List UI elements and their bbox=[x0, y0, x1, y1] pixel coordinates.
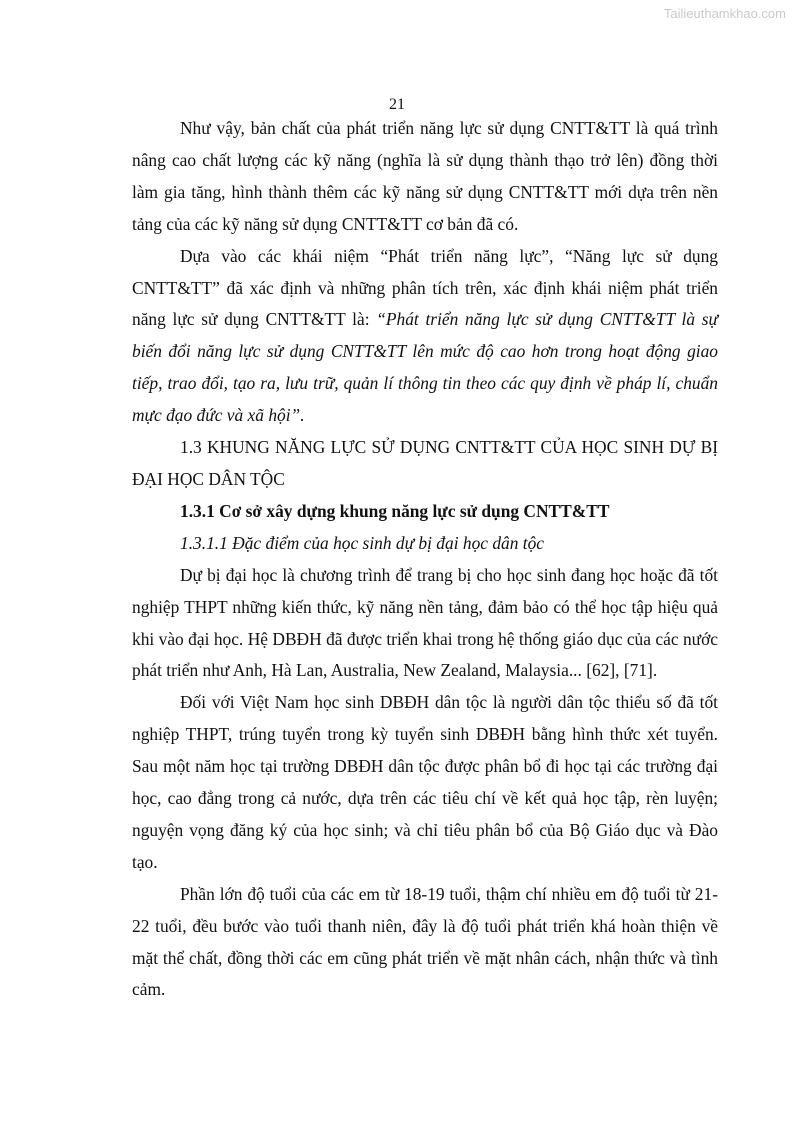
document-body bbox=[132, 113, 718, 1006]
subsection-heading: 1.3.1 Cơ sở xây dựng khung năng lực sử dụng CNTT&TT bbox=[180, 500, 610, 521]
paragraph-4: Đối với Việt Nam học sinh DBĐH dân tộc là người dân tộc thiểu số đã tốt nghiệp THPT, trúng tuyển trong kỳ tuyển sinh DBĐH bằng hình thức xét tuyển. Sau một năm học tại trường DBĐH dân tộc được phân bổ đi học tại các trường đại học, cao đẳng trong cả nước, dựa trên các tiêu chí về kết quả học tập, rèn luyện; nguyện vọng đăng ký của học sinh; và chỉ tiêu phân bổ của Bộ Giáo dục và Đào tạo. bbox=[132, 692, 718, 872]
paragraph-1: Như vậy, bản chất của phát triển năng lực sử dụng CNTT&TT là quá trình nâng cao chất lượng các kỹ năng (nghĩa là sử dụng thành thạo trở lên) đồng thời làm gia tăng, hình thành thêm các kỹ năng sử dụng CNTT&TT mới dựa trên nền tảng của các kỹ năng sử dụng CNTT&TT cơ bản đã có. bbox=[132, 118, 718, 234]
paragraph-3: Dự bị đại học là chương trình để trang bị cho học sinh đang học hoặc đã tốt nghiệp THPT những kiến thức, kỹ năng nền tảng, đảm bảo có thể học tập hiệu quả khi vào đại học. Hệ DBĐH đã được triển khai trong hệ thống giáo dục của các nước phát triển như Anh, Hà Lan, Australia, New Zealand, Malaysia... [62], [71]. bbox=[132, 564, 718, 681]
subsubsection-heading: 1.3.1.1 Đặc điểm của học sinh dự bị đại học dân tộc bbox=[180, 532, 545, 553]
paragraph-5: Phần lớn độ tuổi của các em từ 18-19 tuổi, thậm chí nhiều em độ tuổi từ 21-22 tuổi, đều bước vào tuổi thanh niên, đây là độ tuổi phát triển khá hoàn thiện về mặt thể chất, đồng thời các em cũng phát triển về mặt nhân cách, nhận thức và tình cảm. bbox=[132, 883, 718, 1000]
watermark-text: Tailieuthamkhao.com bbox=[663, 6, 786, 21]
definition-quote: “Phát triển năng lực sử dụng CNTT&TT là sự biến đổi năng lực sử dụng CNTT&TT lên mức độ cao hơn trong hoạt động giao tiếp, trao đổi, tạo ra, lưu trữ, quản lí thông tin theo các quy định về pháp lí, chuẩn mực đạo đức và xã hội”. bbox=[132, 309, 718, 426]
page-number: 21 bbox=[389, 96, 405, 113]
section-heading: 1.3 KHUNG NĂNG LỰC SỬ DỤNG CNTT&TT CỦA HỌC SINH DỰ BỊ ĐẠI HỌC DÂN TỘC bbox=[132, 437, 718, 489]
paragraph-2-lead: Dựa vào các khái niệm “Phát triển năng lực”, “Năng lực sử dụng CNTT&TT” đã xác định và những phân tích trên, xác định khái niệm phát triển năng lực sử dụng CNTT&TT là: bbox=[132, 245, 718, 330]
paragraph-2 bbox=[132, 241, 718, 432]
